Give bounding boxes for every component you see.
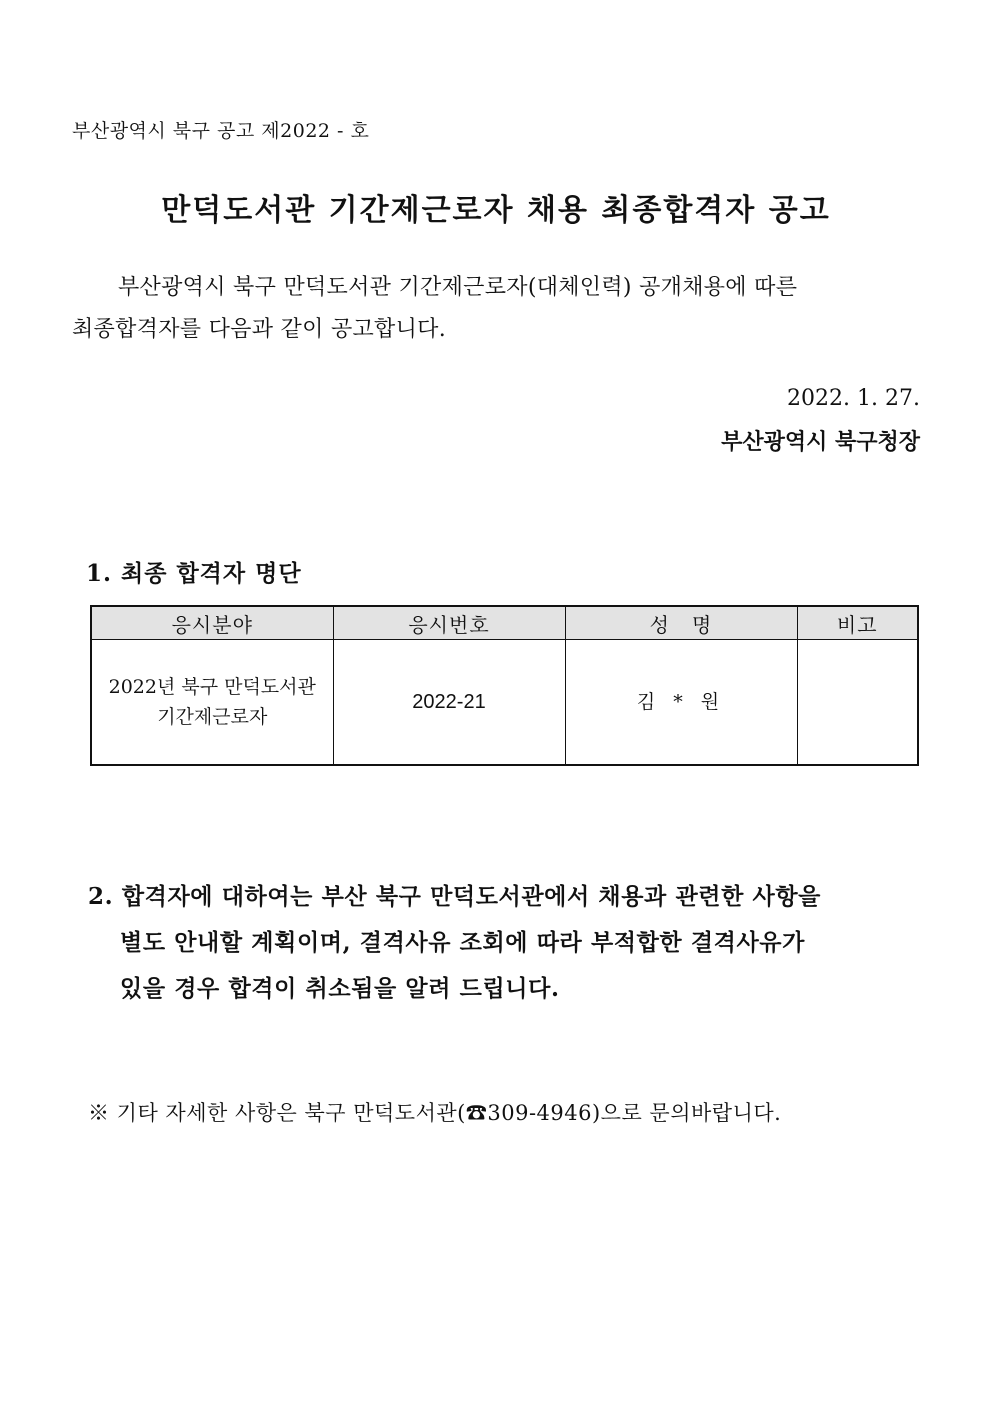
column-header-note: 비고 [797,606,918,640]
contact-footnote: ※ 기타 자세한 사항은 북구 만덕도서관(☎309-4946)으로 문의바랍니다. [88,1101,782,1125]
cell-field-line-1: 2022년 북구 만덕도서관 [108,676,316,698]
table-row [91,640,918,766]
column-header-exam-number: 응시번호 [333,606,565,640]
cell-field [91,640,333,766]
section-2-line-2: 별도 안내할 계획이며, 결격사유 조회에 따라 부적합한 결격사유가 [120,929,805,956]
section-2-line-1: 2. 합격자에 대하여는 부산 북구 만덕도서관에서 채용과 관련한 사항을 [88,883,821,910]
cell-exam-number: 2022-21 [333,640,565,766]
section-2-line-3: 있을 경우 합격이 취소됨을 알려 드립니다. [120,975,560,1002]
passer-list-table [90,605,919,766]
document-title: 만덕도서관 기간제근로자 채용 최종합격자 공고 [161,193,831,228]
column-header-name: 성 명 [565,606,797,640]
column-header-field: 응시분야 [91,606,333,640]
intro-line-1: 부산광역시 북구 만덕도서관 기간제근로자(대체인력) 공개채용에 따른 [118,275,798,300]
section-2-paragraph [88,874,821,1012]
announcement-date: 2022. 1. 27. [787,386,920,411]
intro-line-2: 최종합격자를 다음과 같이 공고합니다. [72,317,447,342]
table-header-row [91,606,918,640]
notice-number: 부산광역시 북구 공고 제2022 - 호 [72,120,370,142]
cell-field-line-2: 기간제근로자 [157,706,268,728]
issuer-name: 부산광역시 북구청장 [721,429,920,455]
cell-note [797,640,918,766]
cell-name: 김 * 원 [565,640,797,766]
section-1-heading: 1. 최종 합격자 명단 [86,560,302,587]
